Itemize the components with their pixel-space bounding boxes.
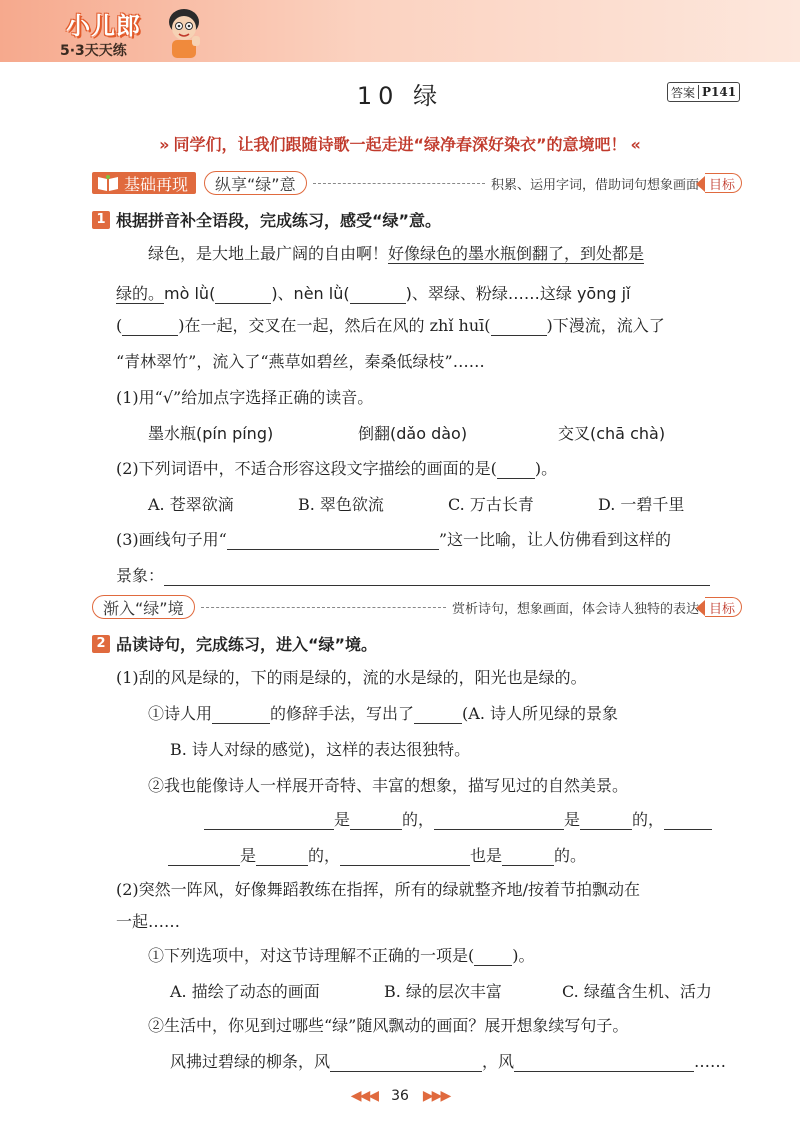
mascot-icon [162,6,206,60]
intro-text: 同学们，让我们跟随诗歌一起走进“绿净春深好染衣”的意境吧！ [173,135,627,154]
answer-blank[interactable] [204,812,334,830]
q2-sub1-1 [148,704,618,724]
pinyin-zhihui: )在一起，交叉在一起，然后在风的 zhǐ huī( [178,316,491,335]
answer-blank[interactable] [122,318,178,336]
pinyin-nenlv: )、nèn lǜ( [271,284,350,303]
section2-goal-label: 目标 [705,597,742,617]
sub-question-3: (3)画线句子用“ [116,530,227,549]
answer-blank[interactable] [227,532,439,550]
option-a[interactable]: A. 描绘了动态的画面 [170,982,320,1001]
q2-sub2-1-options [170,982,712,1002]
answer-blank[interactable] [350,812,402,830]
sub-question-1: (1)刮的风是绿的，下的雨是绿的，流的水是绿的，阳光也是绿的。 [116,668,587,687]
scene-label: 景象： [116,566,165,585]
item-text: 的修辞手法，写出了 [270,704,415,723]
answer-label: 答案 [671,85,696,100]
sub-question-2: (2)突然一阵风，好像舞蹈教练在指挥，所有的绿就整齐地/按着节拍飘动在 [116,880,641,899]
word-de: 的， [308,846,341,865]
option-pinyin-3[interactable]: 交叉(chā chà) [558,424,666,443]
answer-reference [667,82,740,102]
word-de: 的， [632,810,665,829]
underlined-sentence: 好像绿色的墨水瓶倒翻了，到处都是 [388,244,645,263]
section2-bar [92,594,742,620]
answer-page: P141 [698,85,739,99]
prompt-text: 风拂过碧绿的柳条，风 [170,1052,331,1071]
answer-blank[interactable] [474,948,512,966]
intro-right-arrows: « [630,135,641,154]
page-title: 10 绿 [356,82,444,110]
q1-sub2 [116,459,557,479]
answer-blank[interactable] [491,318,547,336]
intro-left-arrows: » [159,135,170,154]
option-c[interactable]: C. 绿蕴含生机、活力 [562,982,712,1001]
paren-close: )。 [534,459,558,478]
q2-sub1 [116,668,587,688]
option-a: (A. 诗人所见绿的景象 [462,704,619,723]
q2-writing-line2 [168,846,586,866]
answer-blank[interactable] [350,286,406,304]
question2-number: 2 [92,635,110,653]
q2-sub1-1-cont [170,740,470,760]
answer-blank[interactable] [256,848,308,866]
word-de: 的。 [554,846,587,865]
answer-blank[interactable] [514,1054,694,1072]
section2-subtitle: 渐入“绿”境 [92,595,195,619]
q1-passage-line3 [116,316,665,336]
word-shi: 是 [240,846,257,865]
paren-close: )。 [512,946,535,965]
q2-sub2 [116,880,640,900]
sub-question-2-cont: 一起…… [116,912,181,931]
answer-blank[interactable] [664,812,712,830]
passage-text: “青林翠竹”，流入了“燕草如碧丝，秦桑低绿枝”…… [116,352,485,371]
answer-blank[interactable] [580,812,632,830]
q1-sub2-options [148,495,684,515]
option-b[interactable]: B. 翠色欲流 [298,495,384,514]
item-1: ①诗人用 [148,704,213,723]
option-c[interactable]: C. 万古长青 [448,495,534,514]
answer-blank[interactable] [215,286,271,304]
answer-blank[interactable] [414,706,462,724]
q1-sub1 [116,388,373,408]
question1-title: 根据拼音补全语段，完成练习，感受“绿”意。 [116,211,442,230]
word-ye: 也是 [470,846,503,865]
pinyin-yongji: )、翠绿、粉绿……这绿 yōng jǐ [405,284,631,303]
title-row [0,76,800,108]
section2-goal-text: 赏析诗句，想象画面，体会诗人独特的表达 [451,601,699,617]
brand-logo [58,6,208,62]
option-b[interactable]: B. 绿的层次丰富 [384,982,502,1001]
section1-bar [92,170,742,196]
q1-passage-line2 [116,284,630,304]
paren-open: ( [116,316,123,335]
q2-sub1-2 [148,776,628,796]
answer-blank[interactable] [434,812,564,830]
q1-sub3 [116,530,671,550]
q2-sub2-2 [148,1016,628,1036]
answer-blank[interactable] [340,848,470,866]
underlined-sentence-end: 绿的。 [116,284,165,303]
sub-question-2: (2)下列词语中，不适合形容这段文字描绘的画面的是( [116,459,497,478]
brand-name: 小儿郎 [66,12,141,40]
section1-divider [313,183,485,184]
section1-goal-text: 积累、运用字词，借助词句想象画面 [490,177,699,193]
section1-badge [92,172,196,194]
section1-badge-label: 基础再现 [124,174,189,194]
passage-text: )下漫流，流入了 [546,316,665,335]
section2-divider [201,607,446,608]
item-2: ②我也能像诗人一样展开奇特、丰富的想象，描写见过的自然美景。 [148,776,629,795]
page-footer [0,1088,800,1104]
question2-heading [92,632,377,655]
q1-sub3-line2 [116,566,710,586]
page-number: 36 [391,1088,409,1104]
q1-passage-line1 [148,244,644,264]
ellipsis: …… [694,1052,727,1071]
passage-text: ”这一比喻，让人仿佛看到这样的 [438,530,672,549]
answer-blank[interactable] [164,568,710,586]
question1-heading [92,208,441,231]
option-pinyin-1[interactable]: 墨水瓶(pín píng) [148,424,274,443]
word-shi: 是 [334,810,351,829]
answer-blank[interactable] [497,461,535,479]
prompt-text: ，风 [482,1052,515,1071]
option-b: B. 诗人对绿的感觉)，这样的表达很独特。 [170,740,471,759]
pinyin-molv: mò lǜ( [164,284,216,303]
answer-blank[interactable] [212,706,270,724]
item-2: ②生活中，你见到过哪些“绿”随风飘动的画面？展开想象续写句子。 [148,1016,629,1035]
section1-subtitle: 纵享“绿”意 [204,171,307,195]
passage-text: 绿色，是大地上最广阔的自由啊！ [148,244,389,263]
section1-goal-label: 目标 [705,173,742,193]
option-pinyin-2[interactable]: 倒翻(dǎo dào) [358,424,468,443]
option-d[interactable]: D. 一碧千里 [598,495,685,514]
q2-writing-line1 [204,810,712,830]
open-book-icon [96,174,120,192]
q2-sub2-2-writing [170,1052,726,1072]
intro-banner [0,132,800,155]
brand-series: 5·3天天练 [60,43,127,59]
q1-passage-line4 [116,352,485,372]
sub-question-1: (1)用“√”给加点字选择正确的读音。 [116,388,374,407]
left-arrows-icon: ◀◀◀ [350,1088,378,1104]
word-shi: 是 [564,810,581,829]
answer-blank[interactable] [502,848,554,866]
answer-blank[interactable] [168,848,240,866]
q2-sub2-1 [148,946,535,966]
item-1: ①下列选项中，对这节诗理解不正确的一项是( [148,946,475,965]
q1-sub1-options [148,424,665,444]
option-a[interactable]: A. 苍翠欲滴 [148,495,234,514]
right-arrows-icon: ▶▶▶ [422,1088,450,1104]
question1-number: 1 [92,211,110,229]
q2-sub2-cont [116,912,180,932]
answer-blank[interactable] [330,1054,482,1072]
word-de: 的， [402,810,435,829]
question2-title: 品读诗句，完成练习，进入“绿”境。 [116,635,378,654]
